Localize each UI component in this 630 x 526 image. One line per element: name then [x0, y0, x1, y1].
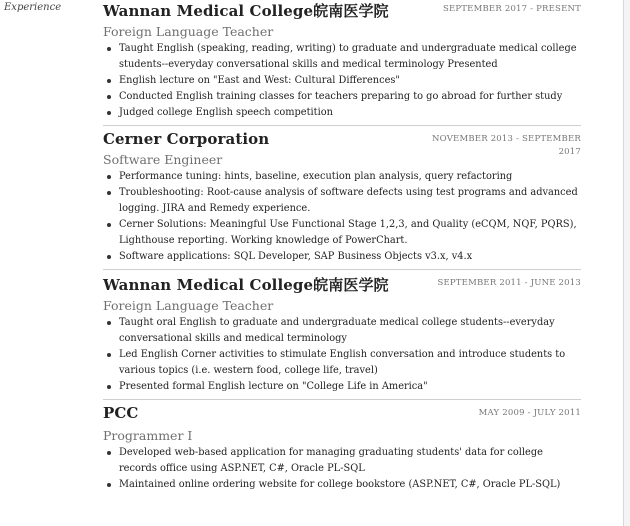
job-title: Programmer I [103, 428, 193, 443]
bullet-icon [107, 385, 111, 389]
job-entry [103, 274, 581, 400]
bullet-icon [107, 451, 111, 455]
duty-item: Presented formal English lecture on "College Life in America" [119, 379, 581, 395]
bullet-icon [107, 111, 111, 115]
duty-list [103, 315, 581, 395]
bullet-icon [107, 483, 111, 487]
duty-item: English lecture on "East and West: Cultural Differences" [119, 73, 581, 89]
employment-dates: NOVEMBER 2013 - SEPTEMBER 2017 [432, 134, 581, 157]
duty-list [103, 169, 581, 265]
duty-list [103, 41, 581, 121]
duty-list [103, 445, 581, 493]
bullet-icon [107, 95, 111, 99]
duty-item: Judged college English speech competition [119, 105, 581, 121]
company-name: Cerner Corporation [103, 130, 270, 148]
bullet-icon [107, 175, 111, 179]
duty-item: Software applications: SQL Developer, SAP Business Objects v3.x, v4.x [119, 249, 581, 265]
section-label-experience: Experience [4, 2, 62, 13]
company-name: Wannan Medical College皖南医学院 [103, 2, 389, 20]
job-entry [103, 404, 581, 497]
duty-item: Taught English (speaking, reading, writing) to graduate and undergraduate medical college students--everyday conversational skills and medical terminology Presented [119, 41, 581, 73]
duty-item: Maintained online ordering website for college bookstore (ASP.NET, C#, Oracle PL-SQL) [119, 477, 581, 493]
duty-item: Troubleshooting: Root-cause analysis of software defects using test programs and advanced logging. JIRA and Remedy experience. [119, 185, 581, 217]
job-entry [103, 130, 581, 270]
job-title: Foreign Language Teacher [103, 24, 274, 39]
bullet-icon [107, 223, 111, 227]
job-title: Foreign Language Teacher [103, 298, 274, 313]
job-entry [103, 0, 581, 126]
employment-dates: SEPTEMBER 2011 - JUNE 2013 [437, 278, 581, 288]
duty-item: Conducted English training classes for teachers preparing to go abroad for further study [119, 89, 581, 105]
duty-item: Cerner Solutions: Meaningful Use Functional Stage 1,2,3, and Quality (eCQM, NQF, PQRS), Lighthouse reporting. Working knowledge of PowerChart. [119, 217, 581, 249]
duty-item: Led English Corner activities to stimulate English conversation and introduce students to various topics (i.e. western food, college life, travel) [119, 347, 581, 379]
job-title: Software Engineer [103, 152, 223, 167]
duty-item: Taught oral English to graduate and undergraduate medical college students--everyday conversational skills and medical terminology [119, 315, 581, 347]
bullet-icon [107, 353, 111, 357]
duty-item: Performance tuning: hints, baseline, execution plan analysis, query refactoring [119, 169, 581, 185]
employment-dates: MAY 2009 - JULY 2011 [478, 408, 581, 418]
duty-item: Developed web-based application for managing graduating students' data for college records office using ASP.NET, C#, Oracle PL-SQL [119, 445, 581, 477]
bullet-icon [107, 255, 111, 259]
page-edge [623, 0, 630, 526]
bullet-icon [107, 191, 111, 195]
company-name: PCC [103, 404, 139, 422]
experience-list [103, 0, 581, 501]
employment-dates: SEPTEMBER 2017 - PRESENT [442, 4, 581, 14]
bullet-icon [107, 47, 111, 51]
bullet-icon [107, 79, 111, 83]
company-name: Wannan Medical College皖南医学院 [103, 276, 389, 294]
bullet-icon [107, 321, 111, 325]
